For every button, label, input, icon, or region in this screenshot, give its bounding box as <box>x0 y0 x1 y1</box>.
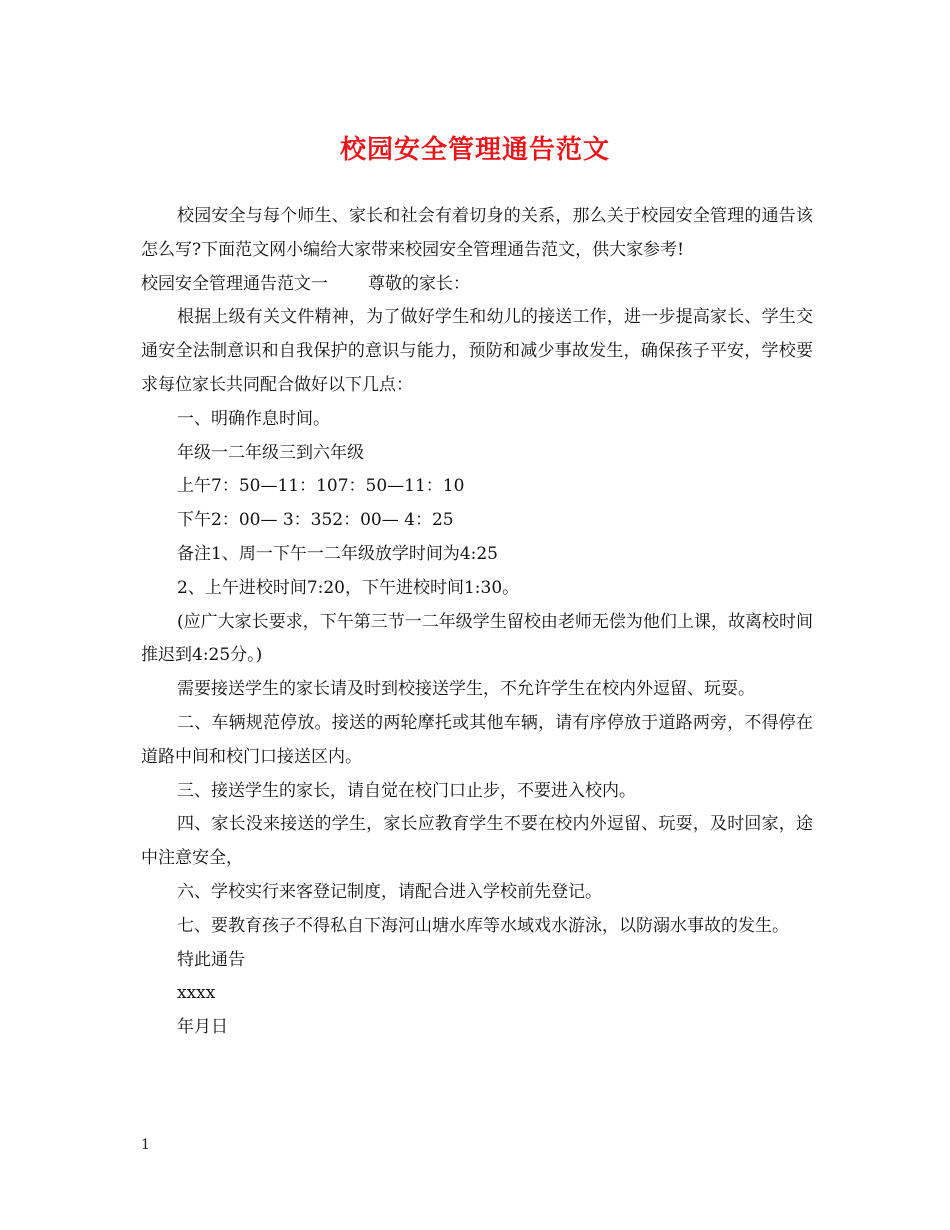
note-2: 2、上午进校时间7:20，下午进校时间1:30。 <box>177 577 520 598</box>
date-line: 年月日 <box>177 1017 228 1038</box>
item-2: 二、车辆规范停放。接送的两轮摩托或其他车辆，请有序停放于道路两旁，不得停在道路中间和校门口接送区内。 <box>141 712 813 767</box>
closing: 特此通告 <box>177 949 245 970</box>
intro-paragraph: 校园安全与每个师生、家长和社会有着切身的关系，那么关于校园安全管理的通告该怎么写?下面范文网小编给大家带来校园安全管理通告范文，供大家参考! <box>141 206 813 260</box>
document-body <box>141 200 813 1045</box>
item-7: 七、要教育孩子不得私自下海河山塘水库等水域戏水游泳，以防溺水事故的发生。 <box>177 915 789 936</box>
salutation: 尊敬的家长： <box>368 273 470 294</box>
pickup-paragraph: 需要接送学生的家长请及时到校接送学生，不允许学生在校内外逗留、玩耍。 <box>177 679 755 700</box>
note-1: 备注1、周一下午一二年级放学时间为4:25 <box>177 543 498 564</box>
schedule-morning: 上午7：50—11：107：50—11：10 <box>177 476 465 497</box>
item-3: 三、接送学生的家长，请自觉在校门口止步，不要进入校内。 <box>177 780 636 801</box>
item-1: 一、明确作息时间。 <box>177 408 330 429</box>
section-heading: 校园安全管理通告范文一 <box>141 273 328 294</box>
schedule-afternoon: 下午2：00— 3：352：00— 4：25 <box>177 510 454 531</box>
item-6: 六、学校实行来客登记制度，请配合进入学校前先登记。 <box>177 881 602 902</box>
schedule-grades: 年级一二年级三到六年级 <box>177 442 364 463</box>
page-number: 1 <box>141 1137 150 1153</box>
item-4: 四、家长没来接送的学生，家长应教育学生不要在校内外逗留、玩耍，及时回家，途中注意安全， <box>141 814 813 869</box>
section-heading-line <box>141 268 813 302</box>
document-title: 校园安全管理通告范文 <box>339 135 610 165</box>
basis-paragraph: 根据上级有关文件精神，为了做好学生和幼儿的接送工作，进一步提高家长、学生交通安全法制意识和自我保护的意识与能力，预防和减少事故发生，确保孩子平安，学校要求每位家长共同配合做好以下几点： <box>141 307 813 395</box>
note-3: (应广大家长要求，下午第三节一二年级学生留校由老师无偿为他们上课，故离校时间推迟到4:25分。) <box>141 611 813 666</box>
signature: xxxx <box>177 983 216 1004</box>
